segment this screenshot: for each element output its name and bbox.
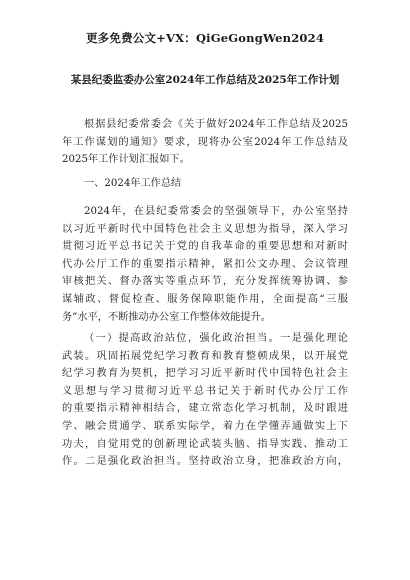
- text-line: 以习近平新时代中国特色社会主义思想为指导，深入学习: [62, 223, 348, 235]
- text-line: （一）提高政治站位，强化政治担当。一是强化理论: [84, 333, 348, 344]
- political-paragraph: [62, 330, 348, 471]
- text-line: 2024年，在县纪委常委会的坚强领导下，办公室坚持: [84, 206, 348, 217]
- text-line: 代办公厅工作的重要指示精神，紧扣公文办理、会议管理: [62, 258, 348, 270]
- document-title: 某县纪委监委办公室2024年工作总结及2025年工作计划: [70, 74, 340, 86]
- text-line: 功夫，自觉用党的创新理论武装头脑、指导实践、推动工: [62, 438, 348, 450]
- text-line: 2025年工作计划汇报如下。: [62, 154, 190, 166]
- text-line: 贯彻习近平总书记关于党的自我革命的重要思想和对新时: [62, 241, 348, 253]
- text-line: 根据县纪委常委会《关于做好2024年工作总结及2025: [84, 119, 348, 130]
- text-line: 的重要指示精神相结合，建立常态化学习机制，及时跟进: [62, 403, 348, 415]
- section-heading-text: 一、2024年工作总结: [84, 178, 182, 189]
- text-line: 纪学习教育为契机，把学习习近平新时代中国特色社会主: [62, 368, 348, 380]
- text-line: 务”水平，不断推动办公室工作整体效能提升。: [62, 311, 271, 323]
- summary-paragraph: [62, 203, 348, 326]
- text-line: 义思想与学习贯彻习近平总书记关于新时代办公厅工作: [62, 385, 348, 397]
- intro-paragraph: [62, 116, 348, 169]
- text-line: 武装。巩固拓展党纪学习教育和教育整顿成果，以开展党: [62, 350, 348, 362]
- text-line: 年工作谋划的通知》要求，现将办公室2024年工作总结及: [62, 136, 348, 148]
- section-heading: [62, 175, 348, 193]
- text-line: 审核把关、督办落实等重点环节，充分发挥统筹协调、参: [62, 276, 348, 288]
- text-line: 学、融会贯通学、联系实际学，着力在学懂弄通做实上下: [62, 420, 348, 432]
- text-line: 作。二是强化政治担当。坚持政治立身，把准政治方向，: [62, 456, 348, 468]
- promo-header: 更多免费公文+VX：QiGeGongWen2024: [85, 31, 325, 45]
- text-line: 谋辅政、督促检查、服务保障职能作用，全面提高“三服: [62, 293, 348, 305]
